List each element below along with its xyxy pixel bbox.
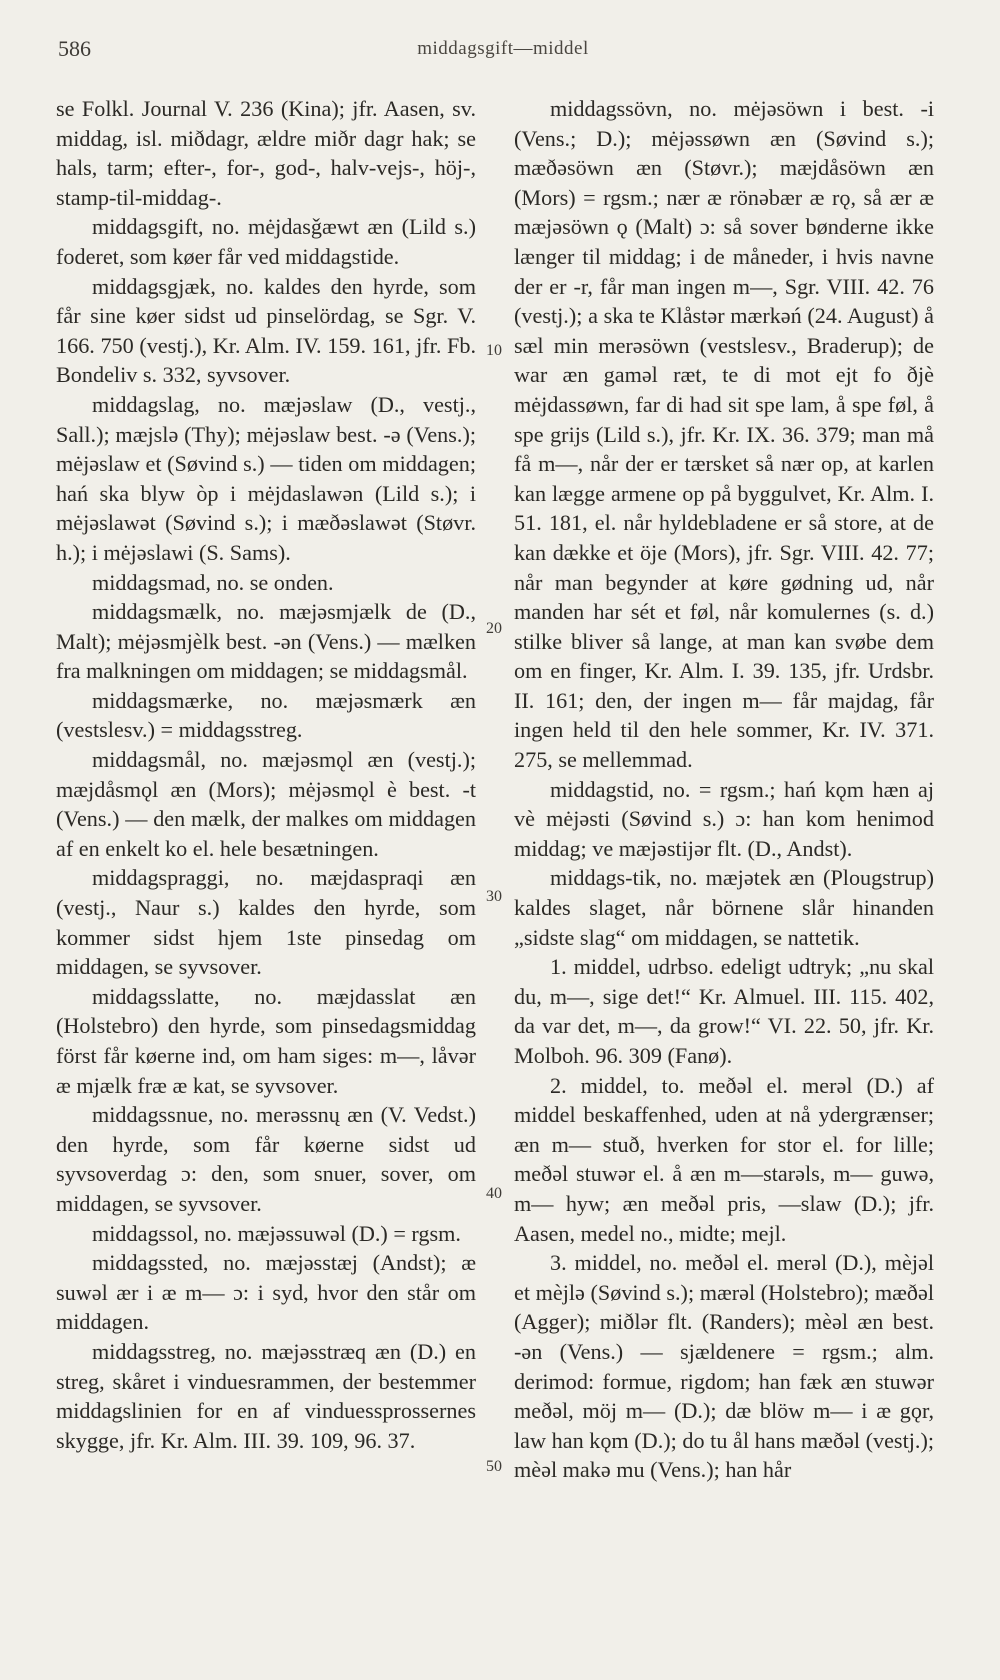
line-number: 10 — [486, 342, 502, 359]
page-number: 586 — [58, 36, 91, 61]
dictionary-entry: middagsstreg, no. mæjəsstræq æn (D.) en streg, skåret i vinduesrammen, der bestemmer middagslinien for en af vinduessprossernes skygge, jfr. Kr. Alm. III. 39. 109, 96. 37. — [56, 1338, 476, 1453]
dictionary-entry: middagsgift, no. mėjdasǧæwt æn (Lild s.) foderet, som køer får ved middagstide. — [56, 214, 476, 269]
dictionary-entry: middagsmælk, no. mæjəsmjælk de (D., Malt); mėjəsmjèlk best. -ən (Vens.) — mælken fra malkningen om middagen; se middagsmål. — [56, 599, 476, 684]
dictionary-entry: middagstid, no. = rgsm.; hań kǫm hæn aj vè mėjəsti (Søvind s.) ɔ: han kom henimod middag; ve mæjəstijər flt. (D., Andst). — [514, 776, 934, 861]
dictionary-entry: middagssövn, no. mėjəsöwn i best. -i (Vens.; D.); mėjəssøwn æn (Søvind s.); mæðəsöwn æn (Støvr.); mæjdåsöwn æn (Mors) = rgsm.; nær æ rönəbær æ rǫ, så ær æ mæjəsöwn ǫ (Malt) ɔ: så sover bønderne ikke længer til middag; i de måneder, i hvis navne der er -r, får man ingen m—, Sgr. VIII. 42. 76 (vestj.); a ska te Klåstər mærkəń (24. August) å sæl min merəsöwn (vestslesv., Braderup); de war æn gamǝl ræt, te di mot ejt fo ðjè mėjdassøwn, far di had sit spe lam, å spe føl, å spe grijs (Lild s.), jfr. Kr. IX. 36. 379; man må få m—, når der er tærsket så nær op, at karlen kan lægge armene op på byggulvet, Kr. Alm. I. 51. 181, el. når hyldebladene er så store, at de kan dække et öje (Mors), jfr. Sgr. VIII. 42. 77; når man begynder at køre gødning ud, når manden har sét et føl, når komulernes (s. d.) stilke bliver så lange, at man kan svøbe dem om en finger, Kr. Alm. I. 39. 135, jfr. Urdsbr. II. 161; den, der ingen m— får majdag, får ingen held til den hele sommer, Kr. IV. 371. 275, se mellemmad. — [514, 96, 934, 773]
dictionary-entry: middagsmad, no. se onden. — [92, 569, 334, 595]
dictionary-entry: middagssnue, no. merəssnų æn (V. Vedst.) den hyrde, som får køerne sidst ud syvsoverdag ɔ: den, som snuer, sover, om middagen, se syvsover. — [56, 1102, 476, 1216]
dictionary-entry: middagssted, no. mæjəsstæj (Andst); æ suwəl ær i æ m— ɔ: i syd, hvor den står om middagen. — [56, 1250, 476, 1335]
line-number: 30 — [486, 888, 502, 905]
dictionary-entry: middagsmål, no. mæjəsmǫl æn (vestj.); mæjdåsmǫl æn (Mors); mėjəsmǫl è best. -t (Vens.) — den mælk, der malkes om middagen af en enkelt ko el. hele besætningen. — [56, 747, 476, 861]
dictionary-entry: middagslag, no. mæjəslaw (D., vestj., Sall.); mæjslə (Thy); mėjəslaw best. -ə (Vens.); mėjəslaw et (Søvind s.) — tiden om middagen; hań ska blyw òp i mėjdaslawən (Lild s.); i mėjəslawət (Søvind s.); i mæðəslawət (Støvr. h.); i mėjəslawi (S. Sams). — [56, 391, 476, 565]
line-number: 50 — [486, 1458, 502, 1475]
line-number: 40 — [486, 1185, 502, 1202]
dictionary-entry: middagspraggi, no. mæjdaspraqi æn (vestj., Naur s.) kaldes den hyrde, som kommer sidst hjem 1ste pinsedag om middagen, se syvsover. — [56, 865, 476, 980]
dictionary-entry: 2. middel, to. meðəl el. merəl (D.) af middel beskaffenhed, uden at nå ydergrænser; æn m— stuð, hverken for stor el. for lille; meðəl stuwər el. å æn m—starəls, m— guwə, m— hyw; æn meðəl pris, —slaw (D.); jfr. Aasen, medel no., midte; mejl. — [514, 1072, 934, 1246]
entry-text: se Folkl. Journal V. 236 (Kina); jfr. Aasen, sv. middag, isl. miðdagr, ældre miðr dagr hak; se hals, tarm; efter-, for-, god-, halv-vejs-, höj-, stamp-til-middag-. — [56, 96, 476, 210]
dictionary-entry: 3. middel, no. meðəl el. merəl (D.), mèjəl et mèjlə (Søvind s.); mærəl (Holstebro); mæðəl (Agger); miðlər flt. (Randers); mèəl æn best. -ən (Vens.) — sjældenere = rgsm.; alm. derimod: formue, rigdom; han fæk æn stuwər meðəl, möj m— (D.); dæ blöw m— i æ gǫr, law han kǫm (D.); do tu ål hans mæðəl (vestj.); mèəl makə mu (Vens.); han hår — [514, 1250, 934, 1483]
left-column — [56, 94, 476, 1455]
line-number: 20 — [486, 620, 502, 637]
right-column — [514, 94, 934, 1485]
dictionary-entry: 1. middel, udrbso. edeligt udtryk; „nu skal du, m—, sige det!“ Kr. Almuel. III. 115. 402, da var det, m—, da grow!“ VI. 22. 50, jfr. Kr. Molboh. 96. 309 (Fanø). — [514, 954, 934, 1068]
dictionary-entry: middagsslatte, no. mæjdasslat æn (Holstebro) den hyrde, som pinsedagsmiddag först får køerne ind, om ham siges: m—, låvər æ mjælk fræ æ kat, se syvsover. — [56, 983, 476, 1098]
dictionary-entry: middagsmærke, no. mæjəsmærk æn (vestslesv.) = middagsstreg. — [56, 687, 476, 743]
page-header — [58, 36, 948, 66]
dictionary-entry: middagsgjæk, no. kaldes den hyrde, som får sine køer sidst ud pinselördag, se Sgr. V. 166. 750 (vestj.), Kr. Alm. IV. 159. 161, jfr. Fb. Bondeliv s. 332, syvsover. — [56, 273, 476, 388]
dictionary-entry: middagssol, no. mæjəssuwəl (D.) = rgsm. — [92, 1220, 461, 1246]
running-head: middagsgift—middel — [417, 38, 589, 59]
dictionary-entry: middags-tik, no. mæjətek æn (Plougstrup) kaldes slaget, når börnene slår hinanden „sidste slag“ om middagen, se nattetik. — [514, 865, 934, 950]
